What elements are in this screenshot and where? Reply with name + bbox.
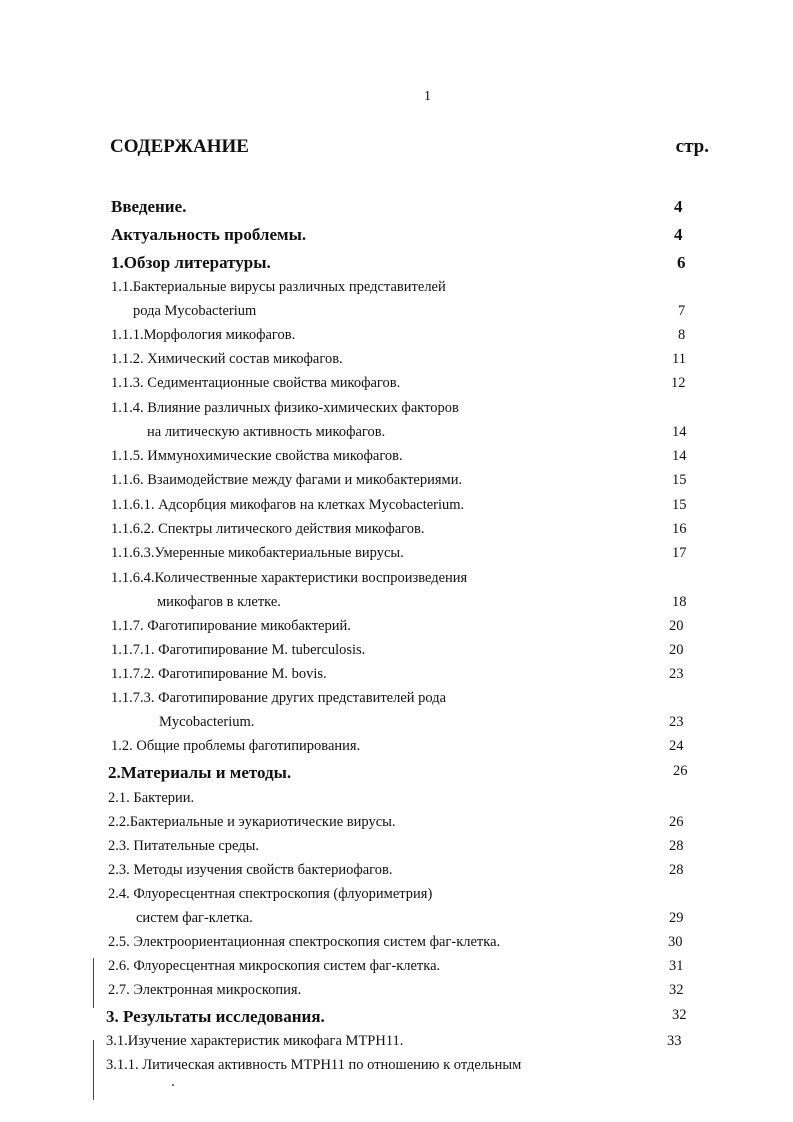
toc-entry-page: 8 (678, 327, 686, 343)
toc-entry-title: 1.1.6.1. Адсорбция микофагов на клетках Mycobacterium. (111, 497, 465, 513)
toc-entry-page: 4 (674, 197, 683, 216)
toc-entry-title: 1.1.7. Фаготипирование микобактерий. (111, 618, 351, 634)
toc-entry-title: 1.1.3. Седиментационные свойства микофагов. (111, 375, 401, 391)
toc-entry-title: 1.1.4. Влияние различных физико-химических факторов (111, 400, 459, 416)
toc-entry-title: 2.6. Флуоресцентная микроскопия систем фаг-клетка. (108, 958, 441, 974)
page-column-label: стр. (675, 136, 709, 157)
scan-margin-line (93, 1040, 94, 1100)
scan-margin-line (93, 958, 94, 1008)
toc-entry-page: 33 (667, 1033, 682, 1049)
toc-entry-title: 3. Результаты исследования. (106, 1007, 325, 1026)
toc-entry-title: 3.1.1. Литическая активность MTPH11 по отношению к отдельным (106, 1057, 522, 1073)
toc-entry-page: 31 (669, 958, 684, 974)
toc-entry-title: 2.1. Бактерии. (108, 790, 195, 806)
toc-entry-page: 14 (672, 424, 687, 440)
toc-entry-title: 2.7. Электронная микроскопия. (108, 982, 302, 998)
toc-entry-page: 14 (672, 448, 687, 464)
toc-entry-title: 1.1.6. Взаимодействие между фагами и микобактериями. (111, 472, 463, 488)
toc-entry-page: 20 (669, 618, 684, 634)
toc-entry-page: 26 (669, 814, 684, 830)
toc-entry-title: 1.1.5. Иммунохимические свойства микофагов. (111, 448, 403, 464)
toc-entry-page: 26 (673, 763, 688, 779)
toc-entry-page: 17 (672, 545, 687, 561)
toc-entry-title: рода Mycobacterium (133, 303, 257, 319)
toc-entry-title: 3.1.Изучение характеристик микофага MTPH11. (106, 1033, 404, 1049)
toc-entry-title: 2.Материалы и методы. (108, 763, 292, 782)
page-number: 1 (424, 89, 431, 104)
toc-entry-title: 1.1.Бактериальные вирусы различных представителей (111, 279, 446, 295)
toc-entry-title: микофагов в клетке. (157, 594, 281, 610)
toc-entry-page: 32 (672, 1007, 687, 1023)
toc-entry-title: 2.2.Бактериальные и эукариотические вирусы. (108, 814, 396, 830)
toc-entry-title: 2.4. Флуоресцентная спектроскопия (флуориметрия) (108, 886, 433, 902)
toc-heading: СОДЕРЖАНИЕ (110, 136, 249, 157)
toc-entry-page: 16 (672, 521, 687, 537)
toc-entry-page: 12 (671, 375, 686, 391)
toc-entry-page: 15 (672, 472, 687, 488)
toc-entry-page: 23 (669, 714, 684, 730)
toc-entry-page: 24 (669, 738, 684, 754)
toc-entry-title: 2.3. Питательные среды. (108, 838, 260, 854)
toc-entry-page: 28 (669, 862, 684, 878)
toc-entry-page: 18 (672, 594, 687, 610)
toc-entry-page: 4 (674, 225, 683, 244)
toc-entry-title: 1.1.6.2. Спектры литического действия микофагов. (111, 521, 425, 537)
toc-entry-page: 11 (672, 351, 686, 367)
toc-entry-title: 1.1.7.1. Фаготипирование M. tuberculosis. (111, 642, 366, 658)
toc-entry-title: 2.3. Методы изучения свойств бактериофагов. (108, 862, 393, 878)
toc-entry-page: 30 (668, 934, 683, 950)
toc-entry-title: 1.1.7.2. Фаготипирование M. bovis. (111, 666, 327, 682)
toc-entry-page: 23 (669, 666, 684, 682)
toc-entry-page: 32 (669, 982, 684, 998)
scan-speck (172, 1084, 174, 1086)
toc-entry-page: 7 (678, 303, 686, 319)
toc-entry-title: на литическую активность микофагов. (147, 424, 386, 440)
toc-entry-title: Введение. (111, 197, 187, 216)
toc-entry-title: 1.1.1.Морфология микофагов. (111, 327, 296, 343)
toc-entry-page: 20 (669, 642, 684, 658)
toc-entry-title: 1.2. Общие проблемы фаготипирования. (111, 738, 361, 754)
toc-entry-title: систем фаг-клетка. (136, 910, 253, 926)
toc-entry-page: 28 (669, 838, 684, 854)
toc-entry-title: 1.1.6.3.Умеренные микобактериальные вирусы. (111, 545, 404, 561)
toc-entry-page: 15 (672, 497, 687, 513)
toc-entry-title: 1.1.2. Химический состав микофагов. (111, 351, 343, 367)
toc-entry-title: Актуальность проблемы. (111, 225, 307, 244)
toc-entry-title: 1.Обзор литературы. (111, 253, 271, 272)
toc-entry-title: 2.5. Электроориентационная спектроскопия систем фаг-клетка. (108, 934, 501, 950)
toc-entry-title: 1.1.7.3. Фаготипирование других представителей рода (111, 690, 447, 706)
toc-entry-title: Mycobacterium. (159, 714, 255, 730)
toc-entry-page: 6 (677, 253, 686, 272)
toc-entry-title: 1.1.6.4.Количественные характеристики воспроизведения (111, 570, 468, 586)
toc-entry-page: 29 (669, 910, 684, 926)
